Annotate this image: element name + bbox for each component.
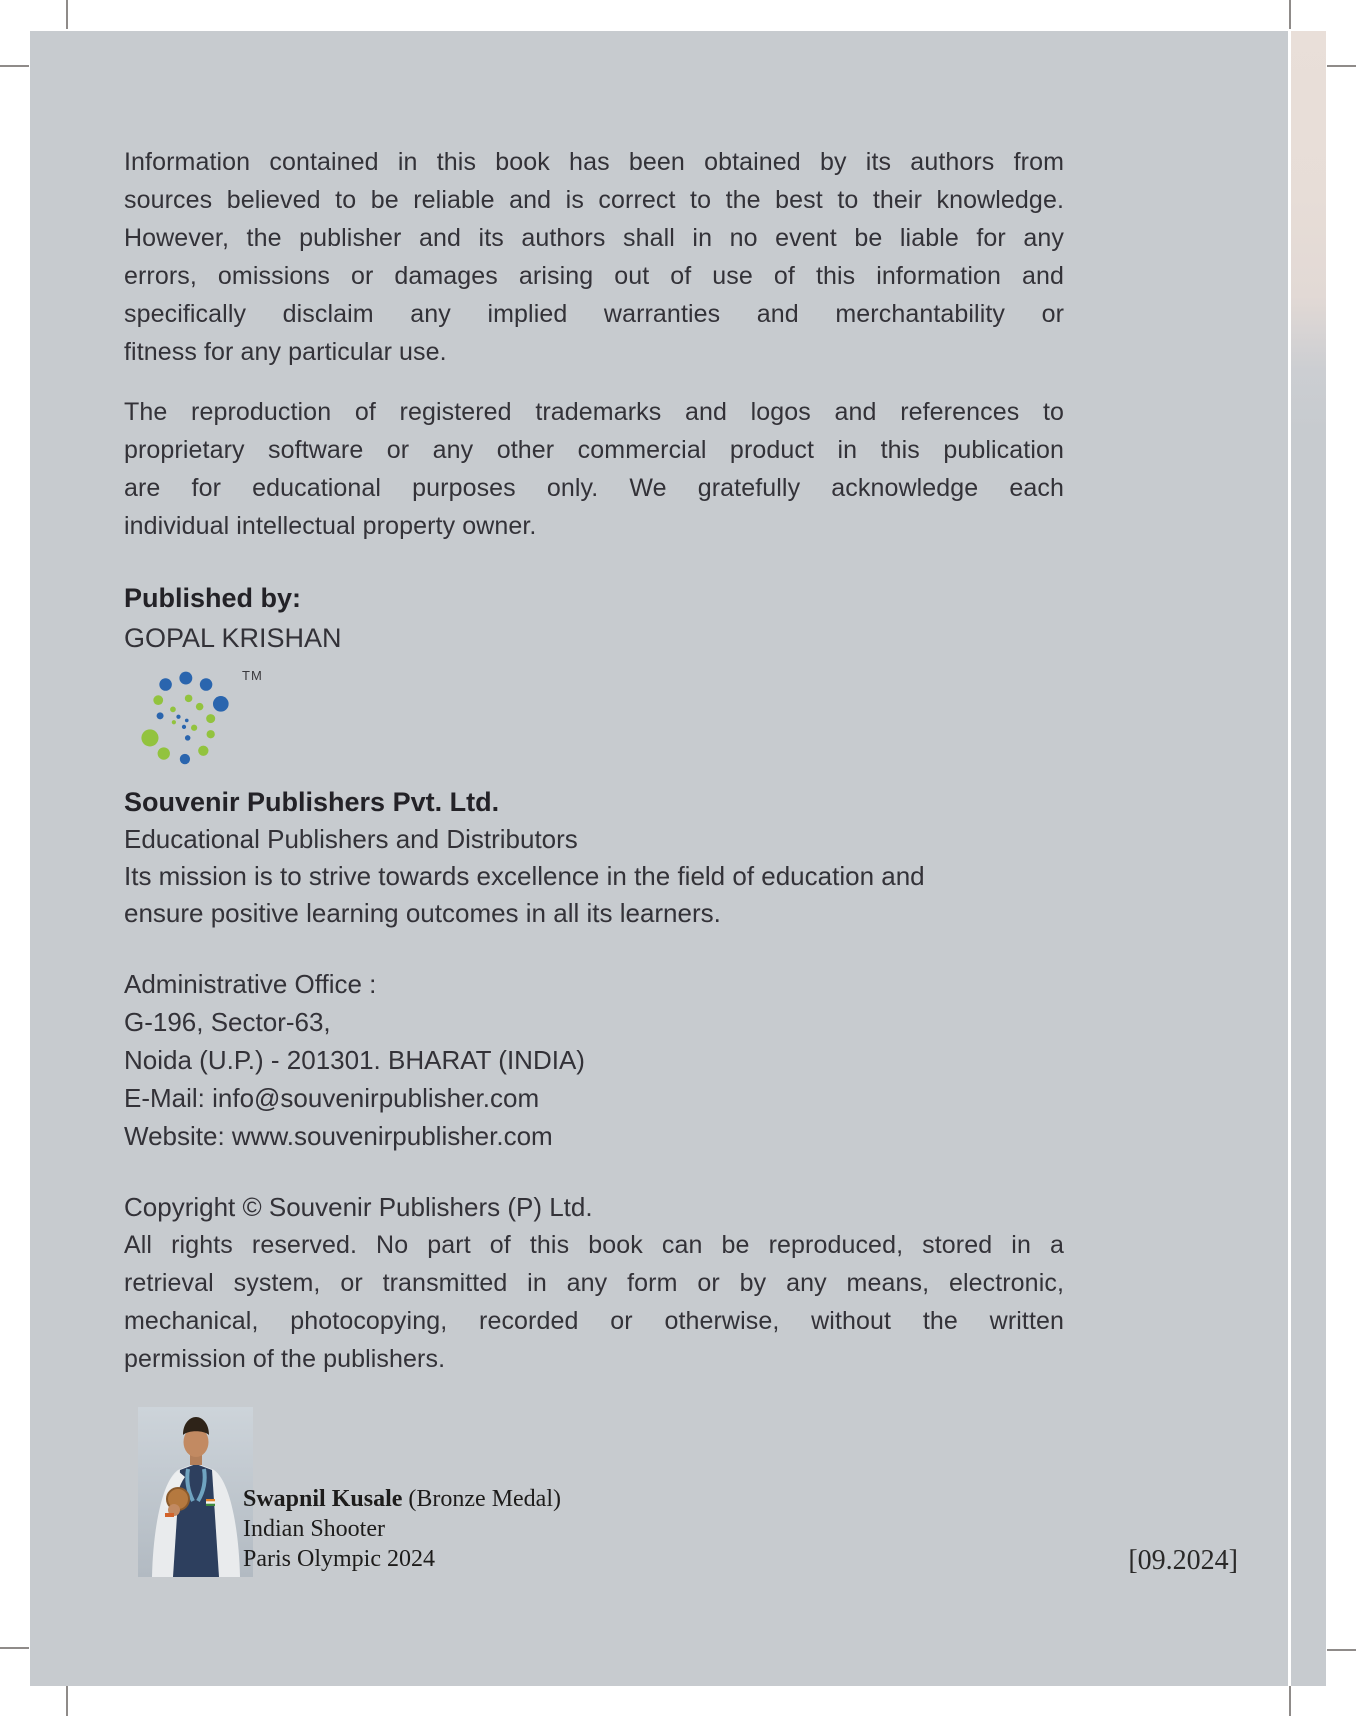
disclaimer-paragraph-1 <box>124 143 1064 371</box>
medal-note: (Bronze Medal) <box>402 1486 561 1512</box>
published-by-label: Published by: <box>124 583 302 613</box>
edition-code: [09.2024] <box>1128 1545 1238 1576</box>
text-line: proprietary software or any other commercial product in this publication <box>124 436 1064 464</box>
text-line: mechanical, photocopying, recorded or otherwise, without the written <box>124 1307 1064 1335</box>
text-line: retrieval system, or transmitted in any form or by any means, electronic, <box>124 1269 1064 1297</box>
company-section <box>124 784 1064 932</box>
address-line: G-196, Sector-63, <box>124 1007 331 1037</box>
text-line: However, the publisher and its authors shall in no event be liable for any <box>124 224 1064 252</box>
text-line: fitness for any particular use. <box>124 338 447 366</box>
text-line: errors, omissions or damages arising out of use of this information and <box>124 262 1064 290</box>
text-line: sources believed to be reliable and is correct to the best to their knowledge. <box>124 186 1064 214</box>
admin-office-section <box>124 965 1064 1155</box>
company-tagline: Educational Publishers and Distributors <box>124 824 578 854</box>
caption-line-3: Paris Olympic 2024 <box>243 1546 435 1572</box>
company-mission-line: Its mission is to strive towards excellence in the field of education and <box>124 861 925 891</box>
athlete-name: Swapnil Kusale <box>243 1486 403 1512</box>
athlete-photo-image <box>138 1407 253 1577</box>
crop-mark-top-right-vertical <box>1289 0 1291 29</box>
text-line: The reproduction of registered trademarks and logos and references to <box>124 398 1064 426</box>
text-line: specifically disclaim any implied warranties and merchantability or <box>124 300 1064 328</box>
copyright-section <box>124 1188 1064 1378</box>
photo-caption <box>243 1484 561 1574</box>
publisher-logo <box>138 668 288 772</box>
crop-mark-top-left-vertical <box>66 0 68 29</box>
trademark-symbol: TM <box>242 668 263 683</box>
copyright-title-line: Copyright © Souvenir Publishers (P) Ltd. <box>124 1192 593 1222</box>
athlete-photo <box>138 1407 253 1577</box>
crop-mark-bottom-right-horizontal <box>1327 1649 1356 1651</box>
disclaimer-paragraph-2 <box>124 393 1064 545</box>
crop-mark-bottom-right-vertical <box>1289 1686 1291 1716</box>
company-name: Souvenir Publishers Pvt. Ltd. <box>124 787 500 817</box>
text-line: are for educational purposes only. We gratefully acknowledge each <box>124 474 1064 502</box>
text-line: Information contained in this book has been obtained by its authors from <box>124 148 1064 176</box>
text-line: permission of the publishers. <box>124 1345 446 1373</box>
text-line: individual intellectual property owner. <box>124 512 537 540</box>
text-line: All rights reserved. No part of this book can be reproduced, stored in a <box>124 1231 1064 1259</box>
caption-line-2: Indian Shooter <box>243 1516 385 1542</box>
dot-spiral-logo-icon <box>138 672 230 767</box>
caption-line-1 <box>243 1484 561 1514</box>
address-line: Noida (U.P.) - 201301. BHARAT (INDIA) <box>124 1045 585 1075</box>
page-edge-strip <box>1291 31 1326 1686</box>
publisher-person-name: GOPAL KRISHAN <box>124 623 342 653</box>
book-page <box>30 31 1288 1686</box>
published-by-section <box>124 578 1064 658</box>
website-line: Website: www.souvenirpublisher.com <box>124 1121 553 1151</box>
email-line: E-Mail: info@souvenirpublisher.com <box>124 1083 540 1113</box>
admin-office-heading: Administrative Office : <box>124 969 377 999</box>
crop-mark-bottom-left-horizontal <box>0 1647 29 1649</box>
crop-mark-top-left-horizontal <box>0 65 29 67</box>
company-mission-line: ensure positive learning outcomes in all its learners. <box>124 898 721 928</box>
crop-mark-bottom-left-vertical <box>66 1686 68 1716</box>
crop-mark-top-right-horizontal <box>1327 65 1356 67</box>
